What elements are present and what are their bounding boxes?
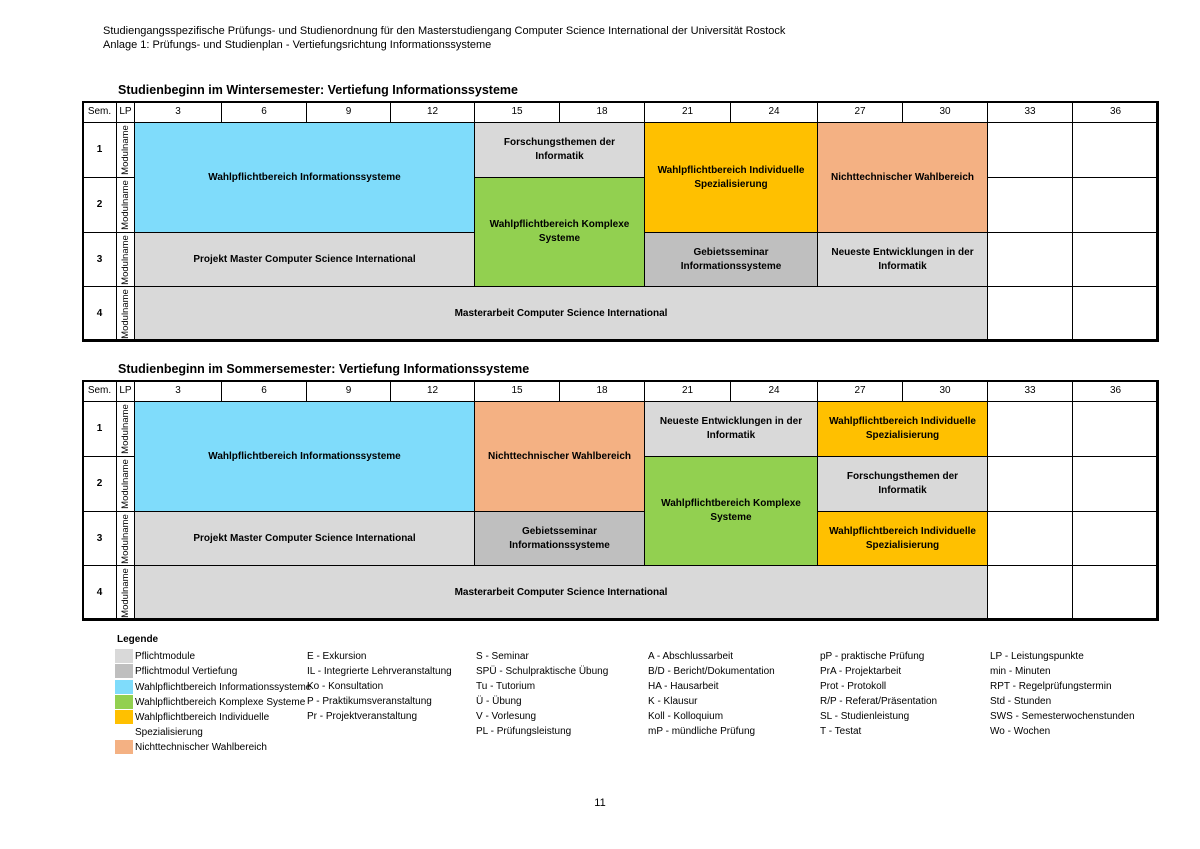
legend-label-continued: Spezialisierung: [135, 727, 203, 738]
modulname-label-text: Modulname: [119, 289, 131, 339]
modulname-label: [116, 511, 135, 566]
abbreviation-entry: Pr - Projektveranstaltung: [307, 711, 418, 722]
abbreviation-entry: S - Seminar: [476, 651, 529, 662]
abbreviation-entry: Ko - Konsultation: [307, 681, 384, 692]
legend-swatch: [115, 710, 133, 724]
abbreviation-entry: B/D - Bericht/Dokumentation: [648, 666, 775, 677]
lp-column-header: 33: [987, 101, 1073, 123]
semester-number: 4: [82, 286, 117, 342]
abbreviation-entry: E - Exkursion: [307, 651, 367, 662]
lp-column-header: 36: [1072, 101, 1159, 123]
modulname-label-text: Modulname: [119, 404, 131, 454]
semester-number: 2: [82, 177, 117, 233]
abbreviation-entry: IL - Integrierte Lehrveranstaltung: [307, 666, 452, 677]
abbreviation-entry: mP - mündliche Prüfung: [648, 726, 756, 737]
modulname-label-text: Modulname: [119, 459, 131, 509]
abbreviation-entry: SWS - Semesterwochenstunden: [990, 711, 1135, 722]
abbreviation-entry: Prot - Protokoll: [820, 681, 887, 692]
legend-abbreviation-column: [990, 649, 1135, 739]
modulname-label-text: Modulname: [119, 513, 131, 564]
legend-label: Nichttechnischer Wahlbereich: [135, 742, 267, 753]
abbreviation-entry: RPT - Regelprüfungstermin: [990, 681, 1112, 692]
module-block: Projekt Master Computer Science International: [134, 511, 475, 566]
semester-number: 3: [82, 511, 117, 566]
abbreviation-entry: Wo - Wochen: [990, 726, 1051, 737]
semester-number: 1: [82, 401, 117, 457]
module-block: Wahlpflichtbereich Informationssysteme: [134, 401, 475, 512]
legend-swatch: [115, 680, 133, 694]
legend-label: Wahlpflichtbereich Individuelle: [135, 712, 270, 723]
lp-column-header: 3: [134, 380, 222, 402]
lp-column-header: 18: [559, 380, 645, 402]
abbreviation-entry: LP - Leistungspunkte: [990, 651, 1084, 662]
abbreviation-entry: Ü - Übung: [476, 696, 522, 707]
winter-study-plan-table: [82, 101, 1158, 341]
empty-cell: [987, 177, 1073, 233]
modulname-label-text: Modulname: [119, 568, 131, 618]
lp-column-header: 12: [390, 101, 475, 123]
modulname-label: [116, 565, 135, 621]
abbreviation-entry: Tu - Tutorium: [476, 681, 536, 692]
module-block: Masterarbeit Computer Science International: [134, 565, 988, 621]
document-header-line-2: Anlage 1: Prüfungs- und Studienplan - Vertiefungsrichtung Informationssysteme: [103, 39, 492, 51]
abbreviation-entry: A - Abschlussarbeit: [648, 651, 734, 662]
abbreviation-entry: pP - praktische Prüfung: [820, 651, 925, 662]
module-block: Forschungsthemen der Informatik: [817, 456, 988, 512]
empty-cell: [1072, 511, 1159, 566]
modulname-label: [116, 122, 135, 178]
modulname-label: [116, 232, 135, 287]
abbreviation-entry: min - Minuten: [990, 666, 1051, 677]
modulname-label: [116, 286, 135, 342]
legend-abbreviation-column: [476, 649, 608, 739]
module-block: Wahlpflichtbereich Individuelle Spezialisierung: [817, 511, 988, 566]
legend-label: Wahlpflichtbereich Komplexe Systeme: [135, 697, 306, 708]
module-block: Wahlpflichtbereich Informationssysteme: [134, 122, 475, 233]
abbreviation-entry: P - Praktikumsveranstaltung: [307, 696, 432, 707]
lp-column-header: 9: [306, 380, 391, 402]
empty-cell: [1072, 122, 1159, 178]
legend-swatch: [115, 740, 133, 754]
module-block: Wahlpflichtbereich Komplexe Systeme: [644, 456, 818, 566]
lp-column-header: 36: [1072, 380, 1159, 402]
empty-cell: [987, 456, 1073, 512]
lp-column-header: 3: [134, 101, 222, 123]
empty-cell: [987, 286, 1073, 342]
legend-abbreviation-column: [648, 649, 775, 739]
sem-header: Sem.: [82, 380, 117, 402]
module-block: Neueste Entwicklungen in der Informatik: [644, 401, 818, 457]
summer-study-plan-table: [82, 380, 1158, 620]
semester-number: 4: [82, 565, 117, 621]
abbreviation-entry: K - Klausur: [648, 696, 698, 707]
lp-column-header: 21: [644, 380, 731, 402]
module-block: Gebietsseminar Informationssysteme: [644, 232, 818, 287]
legend-label: Pflichtmodul Vertiefung: [135, 666, 238, 677]
empty-cell: [987, 232, 1073, 287]
semester-number: 2: [82, 456, 117, 512]
lp-column-header: 6: [221, 380, 307, 402]
empty-cell: [987, 511, 1073, 566]
lp-column-header: 21: [644, 101, 731, 123]
legend-label: Wahlpflichtbereich Informationssysteme: [135, 682, 312, 693]
empty-cell: [1072, 177, 1159, 233]
legend-label: Pflichtmodule: [135, 651, 196, 662]
lp-column-header: 33: [987, 380, 1073, 402]
lp-column-header: 24: [730, 101, 818, 123]
semester-number: 3: [82, 232, 117, 287]
page-number: 11: [594, 797, 606, 809]
legend-swatch: [115, 649, 133, 663]
module-block: Masterarbeit Computer Science International: [134, 286, 988, 342]
abbreviation-entry: Std - Stunden: [990, 696, 1052, 707]
abbreviation-entry: PrA - Projektarbeit: [820, 666, 902, 677]
abbreviation-entry: SL - Studienleistung: [820, 711, 910, 722]
empty-cell: [987, 401, 1073, 457]
abbreviation-entry: PL - Prüfungsleistung: [476, 726, 572, 737]
module-block: Wahlpflichtbereich Individuelle Spezialisierung: [644, 122, 818, 233]
lp-column-header: 9: [306, 101, 391, 123]
lp-header: LP: [116, 101, 135, 123]
abbreviation-entry: R/P - Referat/Präsentation: [820, 696, 938, 707]
semester-number: 1: [82, 122, 117, 178]
modulname-label: [116, 456, 135, 512]
document-header-line-1: Studiengangsspezifische Prüfungs- und Studienordnung für den Masterstudiengang Computer Science International der Universität Rostock: [103, 25, 786, 37]
abbreviation-entry: SPÜ - Schulpraktische Übung: [476, 666, 609, 677]
abbreviation-entry: T - Testat: [820, 726, 862, 737]
module-block: Gebietsseminar Informationssysteme: [474, 511, 645, 566]
modulname-label: [116, 177, 135, 233]
lp-column-header: 30: [902, 101, 988, 123]
module-block: Nichttechnischer Wahlbereich: [474, 401, 645, 512]
abbreviation-entry: HA - Hausarbeit: [648, 681, 719, 692]
module-block: Neueste Entwicklungen in der Informatik: [817, 232, 988, 287]
lp-column-header: 12: [390, 380, 475, 402]
sem-header: Sem.: [82, 101, 117, 123]
module-block: Wahlpflichtbereich Individuelle Spezialisierung: [817, 401, 988, 457]
lp-column-header: 24: [730, 380, 818, 402]
abbreviation-entry: V - Vorlesung: [476, 711, 537, 722]
empty-cell: [1072, 565, 1159, 621]
lp-column-header: 15: [474, 380, 560, 402]
empty-cell: [1072, 401, 1159, 457]
legend-swatch: [115, 695, 133, 709]
empty-cell: [987, 565, 1073, 621]
empty-cell: [987, 122, 1073, 178]
modulname-label-text: Modulname: [119, 125, 131, 175]
legend-abbreviation-column: [307, 649, 452, 724]
lp-column-header: 27: [817, 101, 903, 123]
modulname-label-text: Modulname: [119, 234, 131, 285]
legend-swatch: [115, 664, 133, 678]
empty-cell: [1072, 456, 1159, 512]
module-block: Projekt Master Computer Science International: [134, 232, 475, 287]
empty-cell: [1072, 286, 1159, 342]
abbreviation-entry: Koll - Kolloquium: [648, 711, 724, 722]
modulname-label: [116, 401, 135, 457]
legend-abbreviation-column: [820, 649, 937, 739]
modulname-label-text: Modulname: [119, 180, 131, 230]
lp-column-header: 27: [817, 380, 903, 402]
winter-section-title: Studienbeginn im Wintersemester: Vertiefung Informationssysteme: [118, 83, 518, 97]
lp-column-header: 30: [902, 380, 988, 402]
lp-column-header: 6: [221, 101, 307, 123]
legend-title: Legende: [117, 634, 159, 645]
module-block: Nichttechnischer Wahlbereich: [817, 122, 988, 233]
lp-column-header: 18: [559, 101, 645, 123]
lp-column-header: 15: [474, 101, 560, 123]
empty-cell: [1072, 232, 1159, 287]
summer-section-title: Studienbeginn im Sommersemester: Vertiefung Informationssysteme: [118, 362, 530, 376]
lp-header: LP: [116, 380, 135, 402]
module-block: Wahlpflichtbereich Komplexe Systeme: [474, 177, 645, 287]
module-block: Forschungsthemen der Informatik: [474, 122, 645, 178]
